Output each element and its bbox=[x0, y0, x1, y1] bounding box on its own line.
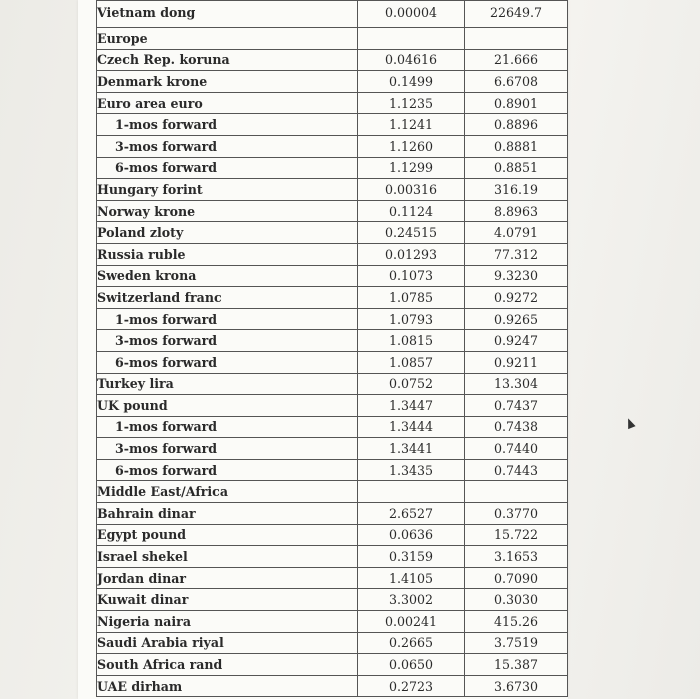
table-row bbox=[97, 222, 568, 244]
currency-per-usd-cell: 0.9211 bbox=[465, 351, 568, 373]
table-row bbox=[97, 481, 568, 503]
exchange-rate-table bbox=[96, 0, 568, 697]
usd-equivalent-cell: 0.04616 bbox=[358, 49, 465, 71]
currency-per-usd-cell bbox=[465, 481, 568, 503]
currency-name-cell: UAE dirham bbox=[97, 675, 358, 697]
table-row bbox=[97, 438, 568, 460]
usd-equivalent-cell: 1.3447 bbox=[358, 395, 465, 417]
table-row bbox=[97, 611, 568, 633]
usd-equivalent-cell: 0.00004 bbox=[358, 1, 465, 28]
usd-equivalent-cell: 1.0815 bbox=[358, 330, 465, 352]
currency-per-usd-cell: 0.9265 bbox=[465, 308, 568, 330]
currency-name-cell: 3-mos forward bbox=[97, 330, 358, 352]
currency-name-cell: Europe bbox=[97, 28, 358, 50]
currency-per-usd-cell: 3.6730 bbox=[465, 675, 568, 697]
table-row bbox=[97, 546, 568, 568]
usd-equivalent-cell: 0.2723 bbox=[358, 675, 465, 697]
usd-equivalent-cell: 1.0793 bbox=[358, 308, 465, 330]
table-row bbox=[97, 28, 568, 50]
usd-equivalent-cell: 0.2665 bbox=[358, 632, 465, 654]
currency-name-cell: Vietnam dong bbox=[97, 1, 358, 28]
table-row bbox=[97, 416, 568, 438]
table-row bbox=[97, 49, 568, 71]
currency-per-usd-cell: 22649.7 bbox=[465, 1, 568, 28]
currency-per-usd-cell: 0.3770 bbox=[465, 503, 568, 525]
currency-per-usd-cell: 4.0791 bbox=[465, 222, 568, 244]
currency-per-usd-cell: 9.3230 bbox=[465, 265, 568, 287]
usd-equivalent-cell: 0.01293 bbox=[358, 243, 465, 265]
usd-equivalent-cell: 1.1241 bbox=[358, 114, 465, 136]
table-row bbox=[97, 351, 568, 373]
table-row bbox=[97, 243, 568, 265]
currency-name-cell: 6-mos forward bbox=[97, 459, 358, 481]
currency-per-usd-cell: 0.8896 bbox=[465, 114, 568, 136]
usd-equivalent-cell: 1.1299 bbox=[358, 157, 465, 179]
currency-name-cell: UK pound bbox=[97, 395, 358, 417]
currency-name-cell: Poland zloty bbox=[97, 222, 358, 244]
table-row bbox=[97, 503, 568, 525]
currency-name-cell: Russia ruble bbox=[97, 243, 358, 265]
table-row bbox=[97, 287, 568, 309]
currency-name-cell: Hungary forint bbox=[97, 179, 358, 201]
currency-per-usd-cell: 0.7440 bbox=[465, 438, 568, 460]
usd-equivalent-cell: 0.24515 bbox=[358, 222, 465, 244]
usd-equivalent-cell: 1.0857 bbox=[358, 351, 465, 373]
currency-name-cell: 1-mos forward bbox=[97, 308, 358, 330]
usd-equivalent-cell: 0.00241 bbox=[358, 611, 465, 633]
currency-per-usd-cell: 13.304 bbox=[465, 373, 568, 395]
usd-equivalent-cell: 0.0636 bbox=[358, 524, 465, 546]
currency-name-cell: Norway krone bbox=[97, 200, 358, 222]
currency-per-usd-cell: 21.666 bbox=[465, 49, 568, 71]
usd-equivalent-cell: 0.1499 bbox=[358, 71, 465, 93]
usd-equivalent-cell: 0.3159 bbox=[358, 546, 465, 568]
table-row bbox=[97, 71, 568, 93]
currency-name-cell: Switzerland franc bbox=[97, 287, 358, 309]
exchange-rate-table-body bbox=[97, 1, 568, 697]
currency-per-usd-cell: 8.8963 bbox=[465, 200, 568, 222]
currency-name-cell: Israel shekel bbox=[97, 546, 358, 568]
usd-equivalent-cell: 0.0752 bbox=[358, 373, 465, 395]
usd-equivalent-cell: 1.0785 bbox=[358, 287, 465, 309]
currency-per-usd-cell: 415.26 bbox=[465, 611, 568, 633]
table-row bbox=[97, 114, 568, 136]
currency-per-usd-cell: 0.8851 bbox=[465, 157, 568, 179]
table-row bbox=[97, 135, 568, 157]
table-row bbox=[97, 265, 568, 287]
currency-per-usd-cell: 0.8881 bbox=[465, 135, 568, 157]
currency-per-usd-cell bbox=[465, 28, 568, 50]
currency-per-usd-cell: 316.19 bbox=[465, 179, 568, 201]
currency-name-cell: 6-mos forward bbox=[97, 157, 358, 179]
usd-equivalent-cell bbox=[358, 28, 465, 50]
table-row bbox=[97, 373, 568, 395]
currency-name-cell: Egypt pound bbox=[97, 524, 358, 546]
usd-equivalent-cell: 1.1260 bbox=[358, 135, 465, 157]
currency-per-usd-cell: 0.7437 bbox=[465, 395, 568, 417]
currency-name-cell: Denmark krone bbox=[97, 71, 358, 93]
currency-per-usd-cell: 6.6708 bbox=[465, 71, 568, 93]
usd-equivalent-cell: 0.1073 bbox=[358, 265, 465, 287]
currency-name-cell: 3-mos forward bbox=[97, 438, 358, 460]
table-row bbox=[97, 179, 568, 201]
usd-equivalent-cell: 1.4105 bbox=[358, 567, 465, 589]
currency-per-usd-cell: 0.9272 bbox=[465, 287, 568, 309]
table-row bbox=[97, 524, 568, 546]
currency-per-usd-cell: 3.1653 bbox=[465, 546, 568, 568]
currency-name-cell: Jordan dinar bbox=[97, 567, 358, 589]
table-row bbox=[97, 589, 568, 611]
currency-per-usd-cell: 0.7438 bbox=[465, 416, 568, 438]
currency-name-cell: Nigeria naira bbox=[97, 611, 358, 633]
table-row bbox=[97, 459, 568, 481]
usd-equivalent-cell: 1.3444 bbox=[358, 416, 465, 438]
currency-name-cell: 1-mos forward bbox=[97, 114, 358, 136]
table-row bbox=[97, 308, 568, 330]
currency-name-cell: 3-mos forward bbox=[97, 135, 358, 157]
currency-name-cell: Czech Rep. koruna bbox=[97, 49, 358, 71]
table-row bbox=[97, 567, 568, 589]
currency-per-usd-cell: 15.722 bbox=[465, 524, 568, 546]
currency-name-cell: South Africa rand bbox=[97, 654, 358, 676]
usd-equivalent-cell: 0.1124 bbox=[358, 200, 465, 222]
currency-name-cell: Kuwait dinar bbox=[97, 589, 358, 611]
table-row bbox=[97, 395, 568, 417]
usd-equivalent-cell: 0.0650 bbox=[358, 654, 465, 676]
usd-equivalent-cell bbox=[358, 481, 465, 503]
usd-equivalent-cell: 0.00316 bbox=[358, 179, 465, 201]
currency-name-cell: Sweden krona bbox=[97, 265, 358, 287]
table-row bbox=[97, 675, 568, 697]
currency-per-usd-cell: 0.3030 bbox=[465, 589, 568, 611]
usd-equivalent-cell: 2.6527 bbox=[358, 503, 465, 525]
table-row bbox=[97, 92, 568, 114]
currency-name-cell: Middle East/Africa bbox=[97, 481, 358, 503]
currency-name-cell: 1-mos forward bbox=[97, 416, 358, 438]
currency-per-usd-cell: 3.7519 bbox=[465, 632, 568, 654]
table-row bbox=[97, 330, 568, 352]
currency-per-usd-cell: 77.312 bbox=[465, 243, 568, 265]
currency-name-cell: Bahrain dinar bbox=[97, 503, 358, 525]
mouse-cursor-icon bbox=[624, 417, 635, 429]
table-row bbox=[97, 200, 568, 222]
currency-per-usd-cell: 15.387 bbox=[465, 654, 568, 676]
currency-per-usd-cell: 0.9247 bbox=[465, 330, 568, 352]
usd-equivalent-cell: 1.1235 bbox=[358, 92, 465, 114]
usd-equivalent-cell: 3.3002 bbox=[358, 589, 465, 611]
table-row bbox=[97, 157, 568, 179]
currency-name-cell: Turkey lira bbox=[97, 373, 358, 395]
currency-per-usd-cell: 0.8901 bbox=[465, 92, 568, 114]
currency-name-cell: 6-mos forward bbox=[97, 351, 358, 373]
currency-name-cell: Saudi Arabia riyal bbox=[97, 632, 358, 654]
table-row bbox=[97, 1, 568, 28]
usd-equivalent-cell: 1.3435 bbox=[358, 459, 465, 481]
table-row bbox=[97, 632, 568, 654]
currency-name-cell: Euro area euro bbox=[97, 92, 358, 114]
usd-equivalent-cell: 1.3441 bbox=[358, 438, 465, 460]
table-row bbox=[97, 654, 568, 676]
currency-per-usd-cell: 0.7443 bbox=[465, 459, 568, 481]
currency-per-usd-cell: 0.7090 bbox=[465, 567, 568, 589]
